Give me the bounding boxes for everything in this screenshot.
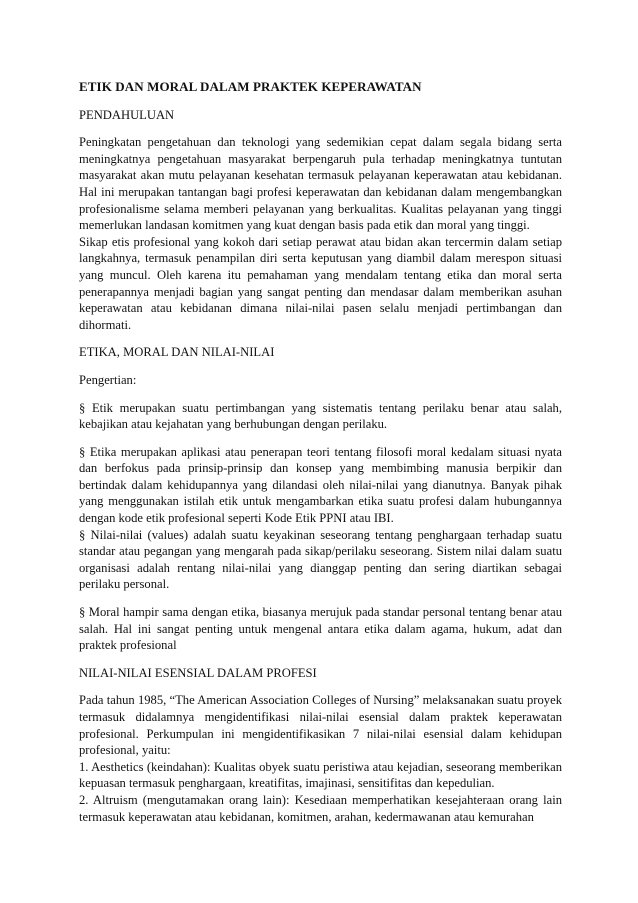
section-heading-pendahuluan: PENDAHULUAN [79,107,175,122]
paragraph: Peningkatan pengetahuan dan teknologi yang sedemikian cepat dalam segala bidang serta meningkatnya pengetahuan masyarakat berpengaruh pula terhadap meningkatnya tuntutan masyarakat akan mutu pelayanan kesehatan termasuk pelayanan keperawatan atau kebidanan. Hal ini merupakan tantangan bagi profesi keperawatan dan kebidanan dalam mengembangkan profesionalisme selama memberi pelayanan yang berkualitas. Kualitas pelayanan yang tinggi memerlukan landasan komitmen yang kuat dengan basis pada etik dan moral yang tinggi. [79,135,562,233]
section-heading-etika: ETIKA, MORAL DAN NILAI-NILAI [79,345,275,360]
section-heading-nilai: NILAI-NILAI ESENSIAL DALAM PROFESI [79,665,317,680]
document-page [79,79,562,825]
definition-etika: § Etika merupakan aplikasi atau penerapan teori tentang filosofi moral kedalam situasi nyata dan berfokus pada prinsip-prinsip dan konsep yang membimbing manusia berpikir dan bertindak dalam kehidupannya yang dilandasi oleh nilai-nilai yang dianutnya. Banyak pihak yang menggunakan istilah etik untuk mengambarkan etika suatu profesi dalam hubungannya dengan kode etik profesional seperti Kode Etik PPNI atau IBI. [79,444,562,526]
nilai-body [79,692,562,825]
list-item-altruism: 2. Altruism (mengutamakan orang lain): Kesediaan memperhatikan kesejahteraan orang lain termasuk keperawatan atau kebidanan, komitmen, arahan, kedermawanan atau kemurahan [79,792,562,824]
nilai-intro: Pada tahun 1985, “The American Association Colleges of Nursing” melaksanakan suatu proyek termasuk didalamnya mengidentifikasi nilai-nilai esensial dalam praktek keperawatan profesional. Perkumpulan ini mengidentifikasikan 7 nilai-nilai esensial dalam kehidupan profesional, yaitu: [79,693,562,758]
definition-nilai: § Nilai-nilai (values) adalah suatu keyakinan seseorang tentang penghargaan terhadap suatu standar atau pegangan yang mengarah pada sikap/perilaku seseorang. Sistem nilai dalam suatu organisasi adalah rentang nilai-nilai yang dianggap penting dan sering diartikan sebagai perilaku personal. [79,527,562,592]
definitions-group [79,444,562,593]
definition-etik: § Etik merupakan suatu pertimbangan yang sistematis tentang perilaku benar atau salah, kebajikan atau kejahatan yang berhubungan dengan perilaku. [79,400,562,432]
paragraph: Sikap etis profesional yang kokoh dari setiap perawat atau bidan akan tercermin dalam setiap langkahnya, termasuk penampilan diri serta keputusan yang diambil dalam merespon situasi yang muncul. Oleh karena itu pemahaman yang mendalam tentang etika dan moral serta penerapannya menjadi bagian yang sangat penting dan mendasar dalam memberikan asuhan keperawatan atau kebidanan dimana nilai-nilai pasen selalu menjadi pertimbangan dan dihormati. [79,234,562,332]
pendahuluan-body [79,134,562,333]
definition-moral: § Moral hampir sama dengan etika, biasanya merujuk pada standar personal tentang benar atau salah. Hal ini sangat penting untuk mengenal antara etika dalam agama, hukum, adat dan praktek profesional [79,605,562,653]
subheading-pengertian: Pengertian: [79,372,137,387]
document-title: ETIK DAN MORAL DALAM PRAKTEK KEPERAWATAN [79,79,422,94]
list-item-aesthetics: 1. Aesthetics (keindahan): Kualitas obyek suatu peristiwa atau kejadian, seseorang memberikan kepuasan termasuk penghargaan, kreatifitas, imajinasi, sensitifitas dan kepedulian. [79,759,562,791]
